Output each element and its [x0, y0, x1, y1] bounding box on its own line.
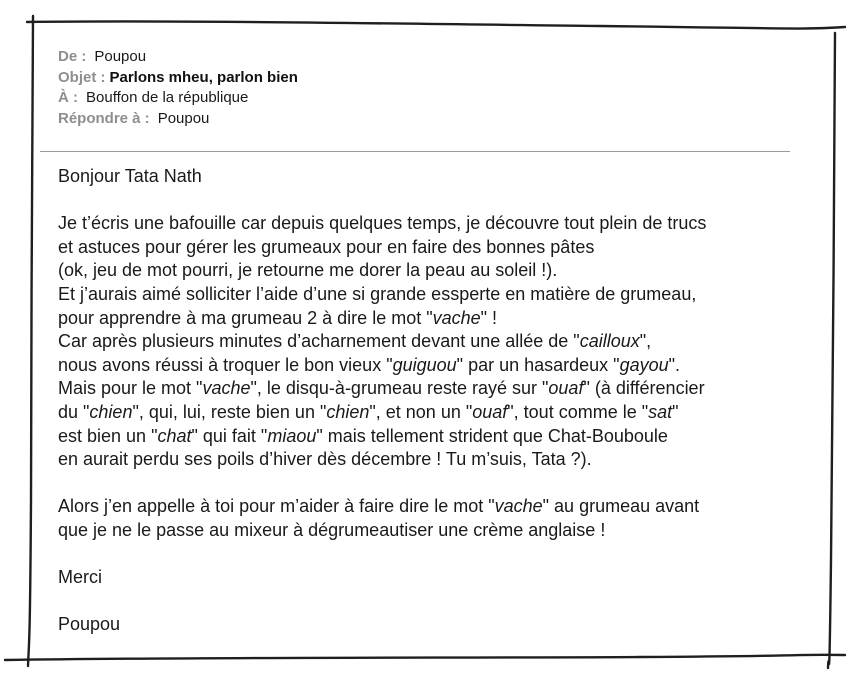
- text-span: pour apprendre à ma grumeau 2 à dire le mot ": [58, 307, 433, 328]
- signature: Poupou: [58, 614, 121, 635]
- from-row: [58, 47, 298, 68]
- reply-to-row: [58, 109, 298, 130]
- text-line: [58, 495, 798, 519]
- italic-word: miaou: [267, 425, 317, 446]
- text-line: [58, 377, 798, 401]
- italic-word: sat: [648, 401, 673, 422]
- blank-line: [58, 543, 798, 567]
- text-span: nous avons réussi à troquer le bon vieux ": [58, 354, 393, 375]
- frame-right-edge: [828, 33, 835, 668]
- reply-to-value: Poupou: [157, 109, 210, 127]
- frame-top-edge: [27, 21, 845, 28]
- blank-line: [58, 590, 798, 614]
- text-line: (ok, jeu de mot pourri, je retourne me dorer la peau au soleil !).: [58, 260, 558, 281]
- text-span: est bien un ": [58, 425, 158, 446]
- text-span: " (à différencier: [583, 378, 705, 399]
- italic-word: ouaf: [472, 401, 508, 422]
- text-line: Et j’aurais aimé solliciter l’aide d’une si grande essperte en matière de grumeau,: [58, 283, 697, 304]
- italic-word: vache: [202, 378, 251, 399]
- frame-bottom-edge: [5, 655, 845, 660]
- paragraph-1: [58, 212, 798, 472]
- text-span: du ": [58, 401, 90, 422]
- text-line: [58, 330, 798, 354]
- italic-word: ouaf: [548, 378, 584, 399]
- text-span: Mais pour le mot ": [58, 378, 203, 399]
- text-line: [58, 425, 798, 449]
- from-value: Poupou: [94, 48, 147, 65]
- thanks-line: Merci: [58, 567, 102, 588]
- text-span: " mais tellement strident que Chat-Bouboule: [316, 425, 668, 446]
- text-span: " !: [480, 307, 498, 328]
- text-line: que je ne le passe au mixeur à dégrumeautiser une crème anglaise !: [58, 519, 606, 540]
- subject-value: Parlons mheu, parlon bien: [109, 68, 298, 86]
- text-line: [58, 401, 798, 425]
- italic-word: vache: [494, 496, 543, 517]
- greeting: Bonjour Tata Nath: [58, 166, 202, 186]
- from-label: De :: [58, 48, 87, 65]
- italic-word: chien: [89, 401, 133, 422]
- text-line: et astuces pour gérer les grumeaux pour en faire des bonnes pâtes: [58, 236, 595, 257]
- italic-word: chat: [157, 425, 192, 446]
- blank-line: [58, 189, 798, 213]
- blank-line: [58, 472, 798, 496]
- text-span: " par un hasardeux ": [456, 354, 620, 375]
- italic-word: vache: [432, 307, 481, 328]
- text-line: Je t’écris une bafouille car depuis quelques temps, je découvre tout plein de trucs: [58, 213, 707, 234]
- to-value: Bouffon de la république: [86, 89, 249, 106]
- frame-left-edge: [28, 16, 33, 666]
- text-span: ", qui, lui, reste bien un ": [132, 401, 327, 422]
- subject-row: [58, 68, 298, 89]
- header-separator: [40, 151, 790, 152]
- email-header: [58, 47, 298, 129]
- italic-word: cailloux: [579, 331, 640, 352]
- paragraph-2: [58, 495, 798, 542]
- italic-word: chien: [326, 401, 370, 422]
- text-span: Car après plusieurs minutes d’acharnement devant une allée de ": [58, 331, 580, 352]
- text-span: Alors j’en appelle à toi pour m’aider à faire dire le mot ": [58, 496, 495, 517]
- text-span: ",: [639, 331, 652, 352]
- text-span: ", tout comme le ": [507, 401, 649, 422]
- text-span: ": [672, 401, 679, 422]
- text-line: [58, 354, 798, 378]
- message-body: [58, 165, 798, 637]
- text-span: " qui fait ": [191, 425, 268, 446]
- text-span: ".: [668, 354, 680, 375]
- text-span: ", le disqu-à-grumeau reste rayé sur ": [250, 378, 549, 399]
- text-span: " au grumeau avant: [542, 496, 700, 517]
- to-label: À :: [58, 89, 78, 106]
- text-line: [58, 307, 798, 331]
- text-span: ", et non un ": [369, 401, 473, 422]
- reply-to-label: Répondre à :: [58, 109, 150, 127]
- to-row: [58, 88, 298, 109]
- text-line: en aurait perdu ses poils d’hiver dès décembre ! Tu m’suis, Tata ?).: [58, 449, 592, 470]
- italic-word: gayou: [619, 354, 669, 375]
- subject-label: Objet :: [58, 68, 106, 86]
- italic-word: guiguou: [392, 354, 457, 375]
